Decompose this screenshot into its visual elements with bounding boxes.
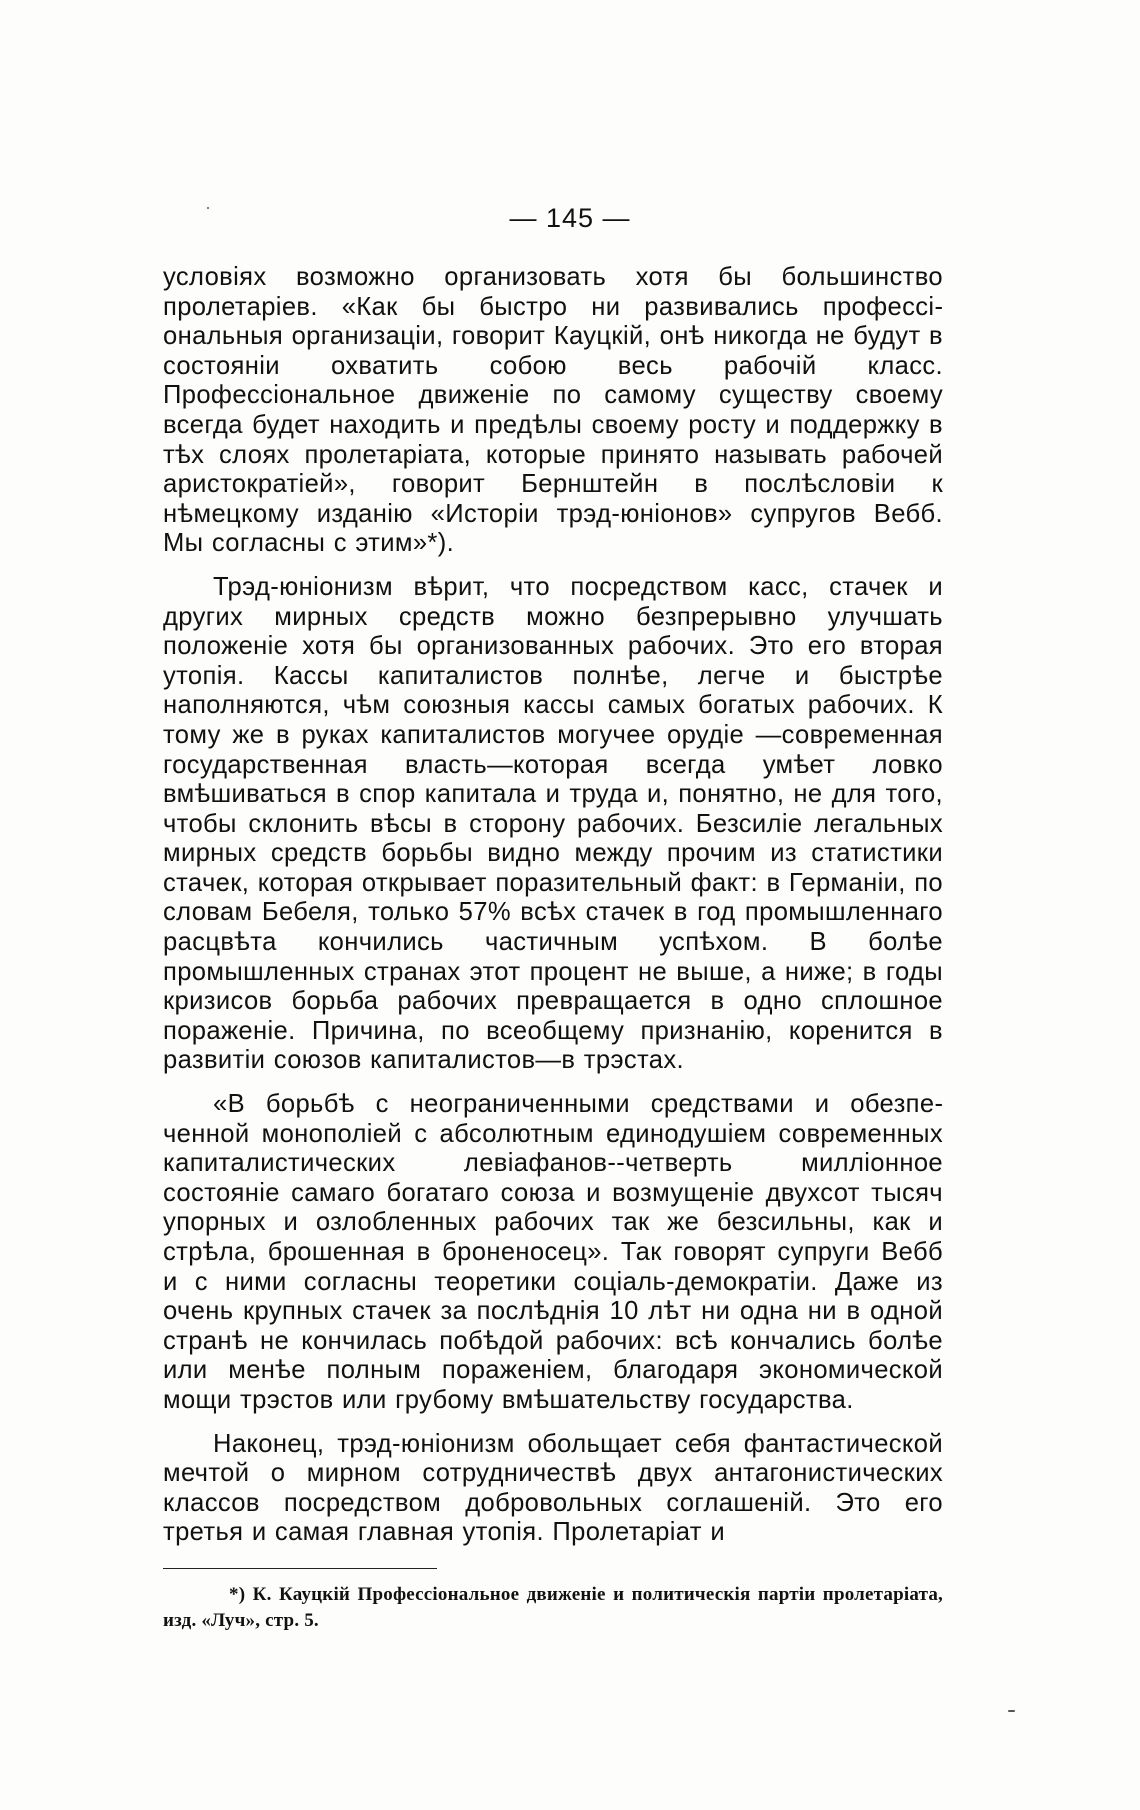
main-text xyxy=(163,263,943,1562)
paragraph-2: Трэд-юніонизм вѣрит, что посредством касс, стачек и других мирных средств можно безпрерывно улучшать положеніе хотя бы организованных рабочих. Это его вторая утопія. Кассы капиталистов полнѣе, легче и быстрѣе наполняются, чѣм союзныя кассы самых богатых рабочих. К тому же в руках капиталистов могучее орудіе —современная государственная власть—которая всегда умѣет ловко вмѣшиваться в спор капитала и труда и, понятно, не для того, чтобы склонить вѣсы в сторону рабочих. Безсиліе легальных мирных средств борьбы видно между прочим из статистики стачек, которая открывает поразительный факт: в Германіи, по словам Бебеля, только 57% всѣх стачек в год промышленнаго расцвѣта кончились частичным успѣхом. В болѣе промышленных странах этот процент не выше, а ниже; в годы кризисов борьба рабочих превращается в одно сплошное пораженіе. Причина, по всеобщему признанію, коренится в развитіи союзов капиталистов—в трэстах. xyxy=(163,572,943,1075)
scan-speck xyxy=(1008,1710,1015,1712)
paragraph-3: «В борьбѣ с неограниченными средствами и обезпеченной монополіей с абсолютным единодушіем современных капиталистических левіафанов--четверть милліонное состояніе самаго богатаго союза и возмущеніе двухсот тысяч упорных и озлобленных рабочих так же безсильны, как и стрѣла, брошенная в броненосец». Так говорят супруги Вебб и с ними согласны теоретики соціаль-демократіи. Даже из очень крупных стачек за послѣднія 10 лѣт ни одна ни в одной странѣ не кончилась побѣдой рабочих: всѣ кончались болѣе или менѣе полным пораженіем, благодаря экономической мощи трэстов или грубому вмѣшательству государства. xyxy=(163,1090,943,1414)
paragraph-1: условіях возможно организовать хотя бы большинство пролетаріев. «Как бы быстро ни развивались профессіональныя организаціи, говорит Кауцкій, онѣ никогда не будут в состояніи охватить собою весь рабочій класс. Профессіональное движеніе по самому существу своему всегда будет находить и предѣлы своему росту и поддержку в тѣх слоях пролетаріата, которые принято называть рабочей аристократіей», говорит Бернштейн в послѣсловіи к нѣмецкому изданію «Исторіи трэд-юніонов» супругов Вебб. Мы согласны с этим»*). xyxy=(163,263,943,558)
page-number: — 145 — xyxy=(509,203,631,233)
footnote: *) К. Кауцкій Профессіональное движеніе и политическія партіи пролетаріата, изд. «Луч», стр. 5. xyxy=(163,1584,943,1631)
footnote-divider xyxy=(163,1568,437,1569)
scan-speck xyxy=(207,207,209,209)
paragraph-4: Наконец, трэд-юніонизм обольщает себя фантастической мечтой о мирном сотрудничествѣ двух антагонистических классов посредством добровольных соглашеній. Это его третья и самая главная утопія. Пролетаріат и xyxy=(163,1429,943,1547)
